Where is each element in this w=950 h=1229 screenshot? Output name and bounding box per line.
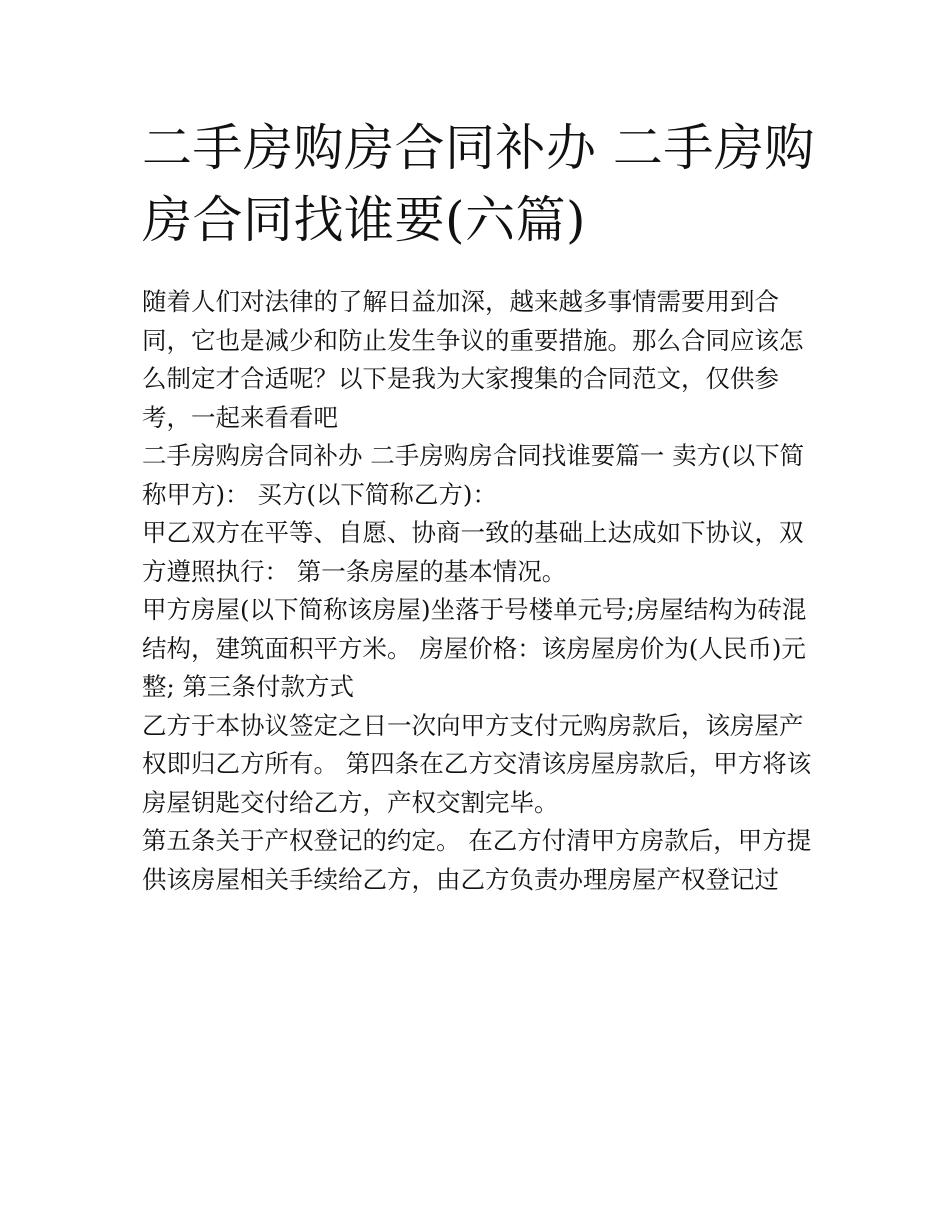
registration-paragraph: 第五条关于产权登记的约定。 在乙方付清甲方房款后，甲方提供该房屋相关手续给乙方，由乙方负责办理房屋产权登记过	[142, 826, 812, 894]
intro-paragraph: 随着人们对法律的了解日益加深，越来越多事情需要用到合同，它也是减少和防止发生争议的重要措施。那么合同应该怎么制定才合适呢？以下是我为大家搜集的合同范文，仅供参考，一起来看看吧	[142, 287, 804, 432]
payment-paragraph: 乙方于本协议签定之日一次向甲方支付元购房款后，该房屋产权即归乙方所有。 第四条在乙方交清该房屋房款后，甲方将该房屋钥匙交付给乙方，产权交割完毕。	[142, 710, 812, 817]
document-title: 二手房购房合同补办 二手房购房合同找谁要(六篇)	[142, 119, 815, 249]
section-one-heading-paragraph: 二手房购房合同补办 二手房购房合同找谁要篇一 卖方(以下简称甲方)： 买方(以下简称乙方)：	[142, 441, 805, 509]
document-body	[142, 283, 816, 899]
property-details-paragraph: 甲方房屋(以下简称该房屋)坐落于号楼单元号;房屋结构为砖混结构，建筑面积平方米。 房屋价格：该房屋房价为(人民币)元整; 第三条付款方式	[142, 595, 807, 701]
agreement-paragraph: 甲乙双方在平等、自愿、协商一致的基础上达成如下协议，双方遵照执行： 第一条房屋的基本情况。	[142, 518, 804, 586]
